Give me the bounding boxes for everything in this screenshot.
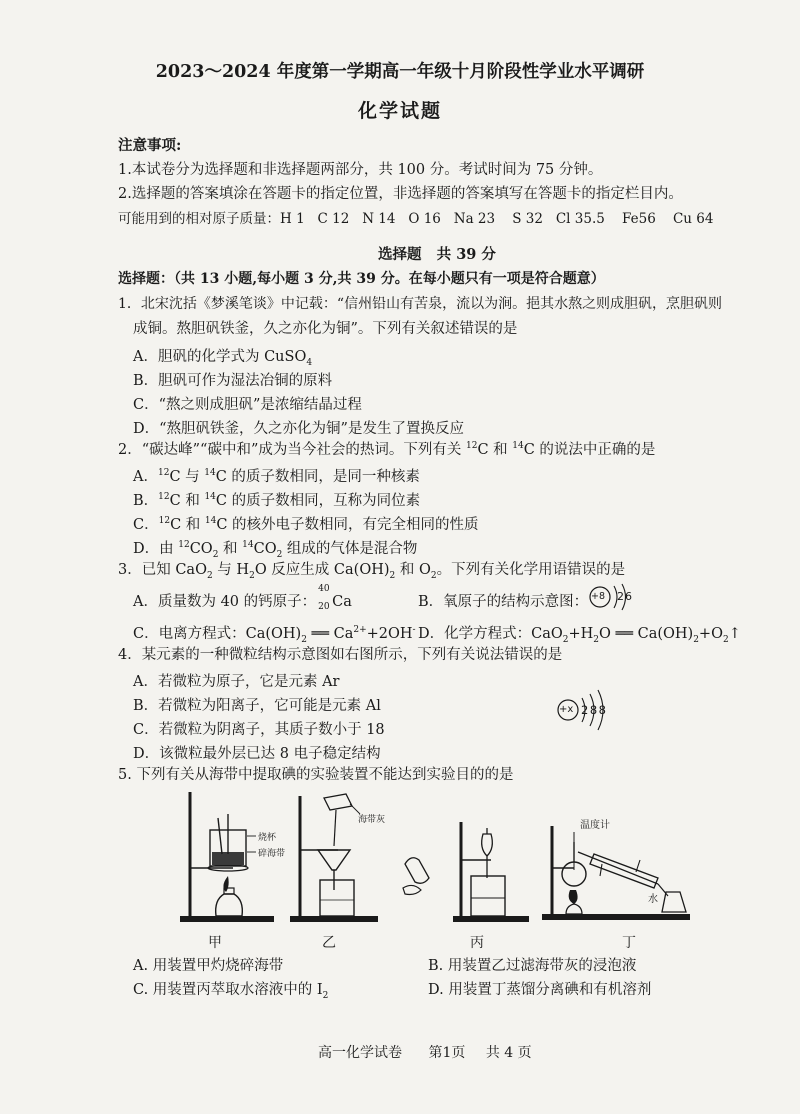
q5-option-a: A. 用装置甲灼烧碎海带 — [133, 958, 284, 974]
exam-title: 2023～2024 年度第一学期高一年级十月阶段性学业水平调研 — [155, 62, 645, 82]
label-kelp: 碎海带 — [258, 849, 286, 859]
label-water: 水 — [648, 894, 658, 905]
q1-stem-line2: 成铜。熬胆矾铁釜，久之亦化为铜”。下列有关叙述错误的是 — [133, 321, 518, 337]
q1-option-c: C．“熬之则成胆矾”是浓缩结晶过程 — [133, 397, 362, 413]
caption-jia: 甲 — [208, 935, 222, 951]
q4-option-c: C．若微粒为阴离子，其质子数小于 18 — [133, 722, 385, 738]
footer-subject: 高一化学试卷 — [318, 1045, 402, 1061]
extraction-apparatus-icon — [395, 820, 530, 935]
q5-option-c: C. 用装置丙萃取水溶液中的 $I_2$ — [133, 982, 329, 1001]
apparatus-ding — [540, 812, 700, 937]
q4-option-d: D．该微粒最外层已达 8 电子稳定结构 — [133, 746, 381, 762]
label-beaker: 烧杯 — [258, 833, 277, 843]
particle-structure-diagram: +x 288 — [554, 684, 634, 728]
q2-stem: 2．“碳达峰”“碳中和”成为当今社会的热词。下列有关 $^{12}$C 和 $^{14}$C 的说法中正确的是 — [118, 441, 656, 458]
q3-option-b: B．氧原子的结构示意图： — [418, 594, 589, 610]
distillation-apparatus-icon — [540, 812, 700, 937]
apparatus-yi — [288, 790, 398, 935]
q4-option-b: B．若微粒为阳离子，它可能是元素 Al — [133, 698, 381, 714]
note-item-2: 2.选择题的答案填涂在答题卡的指定位置，非选择题的答案填写在答题卡的指定栏目内。 — [118, 186, 683, 202]
q3-option-d: D．化学方程式：$CaO_2+H_2O$ ══ $Ca(OH)_2+O_2↑$ — [418, 626, 741, 645]
q1-option-a: A．胆矾的化学式为 CuSO$_4$ — [133, 349, 313, 368]
label-ash: 海带灰 — [358, 815, 386, 825]
atomic-masses: 可能用到的相对原子质量：H 1 C 12 N 14 O 16 Na 23 S 32 Cl 35.5 Fe56 Cu 64 — [118, 211, 714, 227]
calcium-nuclide-notation: 40 20 — [318, 584, 330, 612]
q2-option-c: C．$^{12}$C 和 $^{14}$C 的核外电子数相同，有完全相同的性质 — [133, 516, 479, 533]
footer — [318, 1044, 532, 1062]
q1-option-b: B．胆矾可作为湿法冶铜的原料 — [133, 373, 333, 389]
q1-option-d: D．“熬胆矾铁釜，久之亦化为铜”是发生了置换反应 — [133, 421, 464, 437]
note-item-1: 1.本试卷分为选择题和非选择题两部分，共 100 分。考试时间为 75 分钟。 — [118, 162, 603, 178]
exam-subtitle: 化学试题 — [357, 100, 442, 122]
q2-option-b: B．$^{12}$C 和 $^{14}$C 的质子数相同，互称为同位素 — [133, 492, 421, 509]
footer-page: 第1页 — [428, 1045, 466, 1061]
q4-option-a: A．若微粒为原子，它是元素 Ar — [133, 674, 340, 690]
apparatus-jia — [178, 790, 288, 935]
caption-yi: 乙 — [322, 935, 336, 951]
q5-option-d: D. 用装置丁蒸馏分离碘和有机溶剂 — [428, 982, 652, 998]
oxygen-atom-diagram: +8 26 — [588, 580, 648, 614]
section-intro: 选择题：（共 13 小题,每小题 3 分,共 39 分。在每小题只有一项是符合题意） — [118, 271, 605, 287]
q5-stem: 5. 下列有关从海带中提取碘的实验装置不能达到实验目的的是 — [118, 767, 514, 783]
caption-bing: 丙 — [470, 935, 484, 951]
footer-total: 共 4 页 — [485, 1045, 532, 1061]
q5-option-b: B. 用装置乙过滤海带灰的浸泡液 — [428, 958, 637, 974]
apparatus-bing — [395, 820, 530, 935]
notes-heading: 注意事项: — [118, 137, 182, 154]
q3-option-a: A．质量数为 40 的钙原子： 40 20 Ca — [133, 584, 352, 612]
label-thermometer: 温度计 — [580, 820, 610, 831]
q4-stem: 4．某元素的一种微粒结构示意图如右图所示，下列有关说法错误的是 — [118, 647, 563, 663]
q3-option-c: C．电离方程式：$Ca(OH)_2$ ══ $Ca^{2+}+2OH^-$ — [133, 625, 416, 645]
q2-option-a: A．$^{12}$C 与 $^{14}$C 的质子数相同，是同一种核素 — [133, 468, 420, 485]
section-title: 选择题 共 39 分 — [378, 246, 496, 263]
q1-stem-line1: 1．北宋沈括《梦溪笔谈》中记载：“信州铅山有苦泉，流以为涧。挹其水熬之则成胆矾，烹胆矾则 — [118, 296, 723, 312]
caption-ding: 丁 — [622, 935, 636, 951]
burning-apparatus-icon — [178, 790, 288, 935]
q2-option-d: D．由 $^{12}CO_2$ 和 $^{14}CO_2$ 组成的气体是混合物 — [133, 540, 418, 560]
q3-stem: 3．已知 CaO$_2$ 与 $H_2O$ 反应生成 $Ca(OH)_2$ 和 $O_2$。下列有关化学用语错误的是 — [118, 562, 626, 581]
